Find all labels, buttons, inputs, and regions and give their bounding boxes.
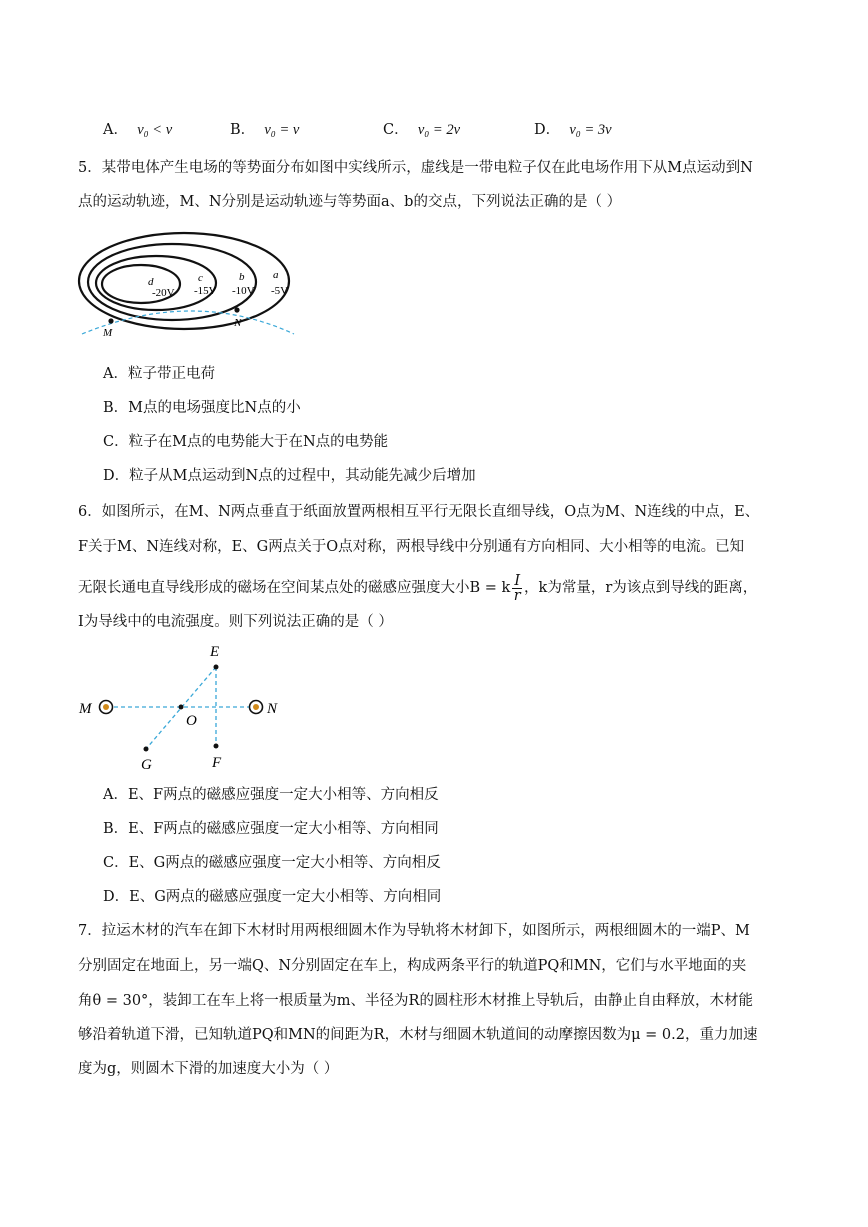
label-f: F (212, 755, 222, 771)
fraction-denominator: r (513, 587, 521, 604)
point-n (234, 307, 239, 312)
q6-stem-line4: I为导线中的电流强度。则下列说法正确的是（ ） (78, 614, 393, 630)
label-o: O (186, 713, 197, 729)
point-g (144, 747, 149, 752)
potential-a: -5V (271, 285, 289, 297)
fraction-numerator: I (514, 572, 521, 589)
q7-stem-line2: 分别固定在地面上，另一端Q、N分别固定在车上，构成两条平行的轨道PQ和MN，它们与水平地面的夹 (78, 958, 747, 974)
q5-stem-line2: 点的运动轨迹，M、N分别是运动轨迹与等势面a、b的交点，下列说法正确的是（ ） (78, 194, 622, 210)
q6-stem-line2: F关于M、N连线对称，E、G两点关于O点对称，两根导线中分别通有方向相同、大小相等的电流。已知 (78, 539, 745, 555)
q7-stem-line4: 够沿着轨道下滑，已知轨道PQ和MN的间距为R，木材与细圆木轨道间的动摩擦因数为μ = 0.2，重力加速 (78, 1027, 758, 1043)
label-m: M (79, 701, 92, 717)
potential-b: -10V (232, 285, 255, 297)
q6-option-b: B．E、F两点的磁感应强度一定大小相等、方向相同 (103, 821, 439, 837)
point-f (214, 744, 219, 749)
q6-stem-line1: 6．如图所示，在M、N两点垂直于纸面放置两根相互平行无限长直细导线，O点为M、N连线的中点，E、 (78, 504, 760, 520)
label-a: a (273, 269, 279, 281)
q6-stem-line3 (78, 572, 757, 604)
point-e (214, 665, 219, 670)
label-b: b (239, 271, 245, 283)
q6-formula-tail: ，k为常量，r为该点到导线的距离， (524, 580, 758, 596)
q5-option-d: D．粒子从M点运动到N点的过程中，其动能先减少后增加 (103, 468, 476, 484)
point-m (108, 318, 113, 323)
q5-equipotential-figure (74, 226, 310, 344)
label-d: d (148, 276, 154, 288)
q4-option-d: D． v₀ = 3v (534, 122, 612, 138)
potential-d: -20V (152, 287, 175, 299)
q6-option-a: A．E、F两点的磁感应强度一定大小相等、方向相反 (103, 787, 439, 803)
q5-option-a: A．粒子带正电荷 (103, 366, 215, 382)
label-n: N (267, 701, 278, 717)
label-c: c (198, 272, 203, 284)
q6-fraction (512, 574, 522, 603)
trajectory-dashed (82, 311, 294, 334)
q4-option-b: B． v₀ = v (230, 122, 300, 138)
q5-option-c: C．粒子在M点的电势能大于在N点的电势能 (103, 434, 389, 450)
wire-m-current-dot (103, 704, 109, 710)
q7-stem-line3: 角θ = 30°，装卸工在车上将一根质量为m、半径为R的圆柱形木材推上导轨后，由静止自由释放，木材能 (78, 993, 753, 1009)
point-o (179, 705, 184, 710)
q4-option-a: A． v₀ < v (103, 122, 173, 138)
potential-c: -15V (194, 285, 217, 297)
q5-option-b: B．M点的电场强度比N点的小 (103, 400, 301, 416)
label-m: M (103, 327, 113, 339)
q6-wires-figure (76, 642, 296, 774)
q4-option-c: C． v₀ = 2v (383, 122, 461, 138)
label-e: E (210, 644, 220, 660)
label-n: N (234, 317, 242, 329)
q7-stem-line5: 度为g，则圆木下滑的加速度大小为（ ） (78, 1061, 339, 1077)
q6-option-d: D．E、G两点的磁感应强度一定大小相等、方向相同 (103, 889, 442, 905)
wire-n-current-dot (253, 704, 259, 710)
q6-formula-text: 无限长通电直导线形成的磁场在空间某点处的磁感应强度大小B = k (78, 580, 511, 596)
q6-option-c: C．E、G两点的磁感应强度一定大小相等、方向相反 (103, 855, 441, 871)
q5-stem-line1: 5．某带电体产生电场的等势面分布如图中实线所示，虚线是一带电粒子仅在此电场作用下从M点运动到N (78, 160, 753, 176)
equipotential-a (79, 233, 289, 329)
q7-stem-line1: 7．拉运木材的汽车在卸下木材时用两根细圆木作为导轨将木材卸下，如图所示，两根细圆木的一端P、M (78, 923, 750, 939)
label-g: G (141, 757, 152, 773)
